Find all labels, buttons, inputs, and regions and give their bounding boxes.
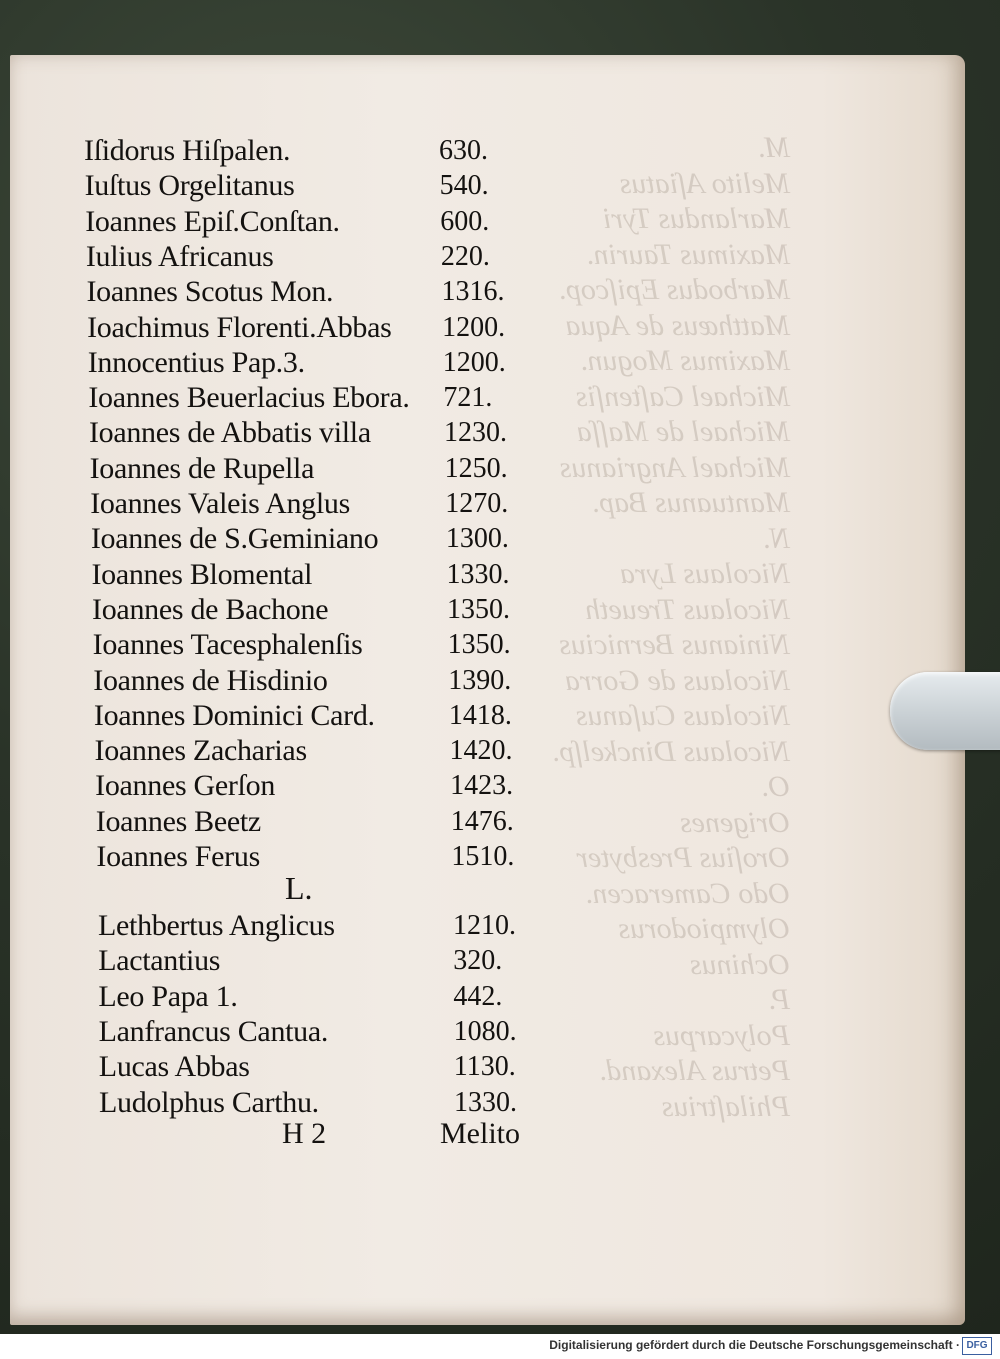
author-name: Iſidorus Hiſpalen.	[84, 134, 291, 167]
section-letter-l: L.	[285, 870, 313, 906]
author-name: Lucas Abbas	[98, 1050, 250, 1084]
author-name: Ioannes Gerſon	[95, 769, 276, 803]
author-name: Ioannes Zacharias	[94, 734, 307, 768]
author-name: Iulius Africanus	[85, 239, 274, 273]
author-name: Ioannes Beuerlacius Ebora.	[88, 381, 410, 415]
author-name: Leo Papa 1.	[98, 979, 238, 1013]
author-name: Ioannes de S.Geminiano	[90, 522, 379, 556]
show-through-text: M. Melito Aſiatus Marlandus Tyri Maximus Taurin. Marbodus Epiſcop. Matthæus de Aqua Maximus Mogun. Michael Caſtenſis Michael de Maſſa Michael Angrianus Mantuanus Bap. N. Nicolaus Lyra Nicolaus Treueth Ninianus Bernicius Nicolaus de Gorra Nicolaus Cuſanus Nicolaus Dinckelſp. O. Origenes Oroſius Presbyter Odo Cameracen. Olympiodorus Ochinus P. Polycarpus Petrus Alexand. Philaſtrius	[551, 131, 790, 1123]
author-year: 1210.	[453, 910, 516, 941]
author-name: Lethbertus Anglicus	[98, 909, 335, 942]
author-name: Ioannes Scotus Mon.	[86, 275, 334, 309]
author-year: 1418.	[448, 699, 512, 731]
author-name: Ioannes Blomental	[91, 557, 313, 591]
author-year: 1423.	[450, 770, 514, 802]
author-year: 1390.	[448, 664, 512, 696]
author-name: Ioannes de Bachone	[92, 592, 329, 626]
author-year: 320.	[453, 945, 503, 977]
author-year: 1420.	[449, 735, 513, 767]
signature-mark: H 2	[282, 1117, 327, 1150]
author-year: 630.	[439, 135, 488, 166]
author-year: 1200.	[442, 346, 506, 378]
author-year: 1200.	[442, 311, 506, 343]
footer-credit-text: Digitalisierung gefördert durch die Deutsche Forschungsgemeinschaft ·	[549, 1338, 960, 1352]
author-name: Ioannes de Rupella	[89, 451, 315, 485]
footer-bar	[0, 1334, 1000, 1359]
author-year: 220.	[440, 240, 490, 272]
author-year: 1080.	[453, 1015, 517, 1047]
author-year: 1130.	[453, 1051, 516, 1083]
catchword: Melito	[440, 1117, 520, 1150]
author-year: 1350.	[447, 593, 511, 625]
author-name: Ioannes Valeis Anglus	[90, 487, 350, 520]
author-year: 1510.	[451, 841, 515, 872]
author-year: 1250.	[444, 452, 508, 484]
author-name: Iuſtus Orgelitanus	[84, 169, 295, 203]
author-year: 442.	[453, 980, 503, 1012]
author-name: Ioannes Ferus	[96, 840, 260, 873]
author-name: Ioannes Beetz	[95, 804, 261, 838]
author-name: Innocentius Pap.3.	[87, 345, 305, 379]
author-year: 1350.	[447, 629, 511, 661]
author-year: 1300.	[445, 523, 509, 555]
author-name: Ioachimus Florenti.Abbas	[87, 310, 392, 344]
author-name: Lanfrancus Cantua.	[98, 1014, 329, 1048]
author-name: Ioannes de Abbatis villa	[88, 416, 371, 450]
author-year: 600.	[440, 205, 490, 237]
dfg-logo-icon: DFG	[962, 1337, 992, 1355]
author-name: Ioannes Tacesphalenſis	[92, 628, 363, 662]
author-year: 721.	[443, 382, 493, 414]
author-year: 540.	[439, 170, 489, 202]
author-name: Ioannes Dominici Card.	[93, 698, 375, 732]
author-year: 1476.	[450, 805, 514, 837]
author-year: 1330.	[454, 1086, 517, 1118]
author-name: Ioannes Epiſ.Conſtan.	[85, 204, 340, 238]
page-clip	[890, 672, 1000, 750]
author-name: Ioannes de Hisdinio	[93, 663, 328, 697]
author-year: 1270.	[445, 488, 509, 519]
author-year: 1316.	[441, 276, 505, 308]
author-name: Ludolphus Carthu.	[99, 1085, 319, 1119]
author-name: Lactantius	[98, 944, 221, 978]
author-year: 1330.	[446, 558, 510, 590]
author-year: 1230.	[443, 417, 507, 449]
